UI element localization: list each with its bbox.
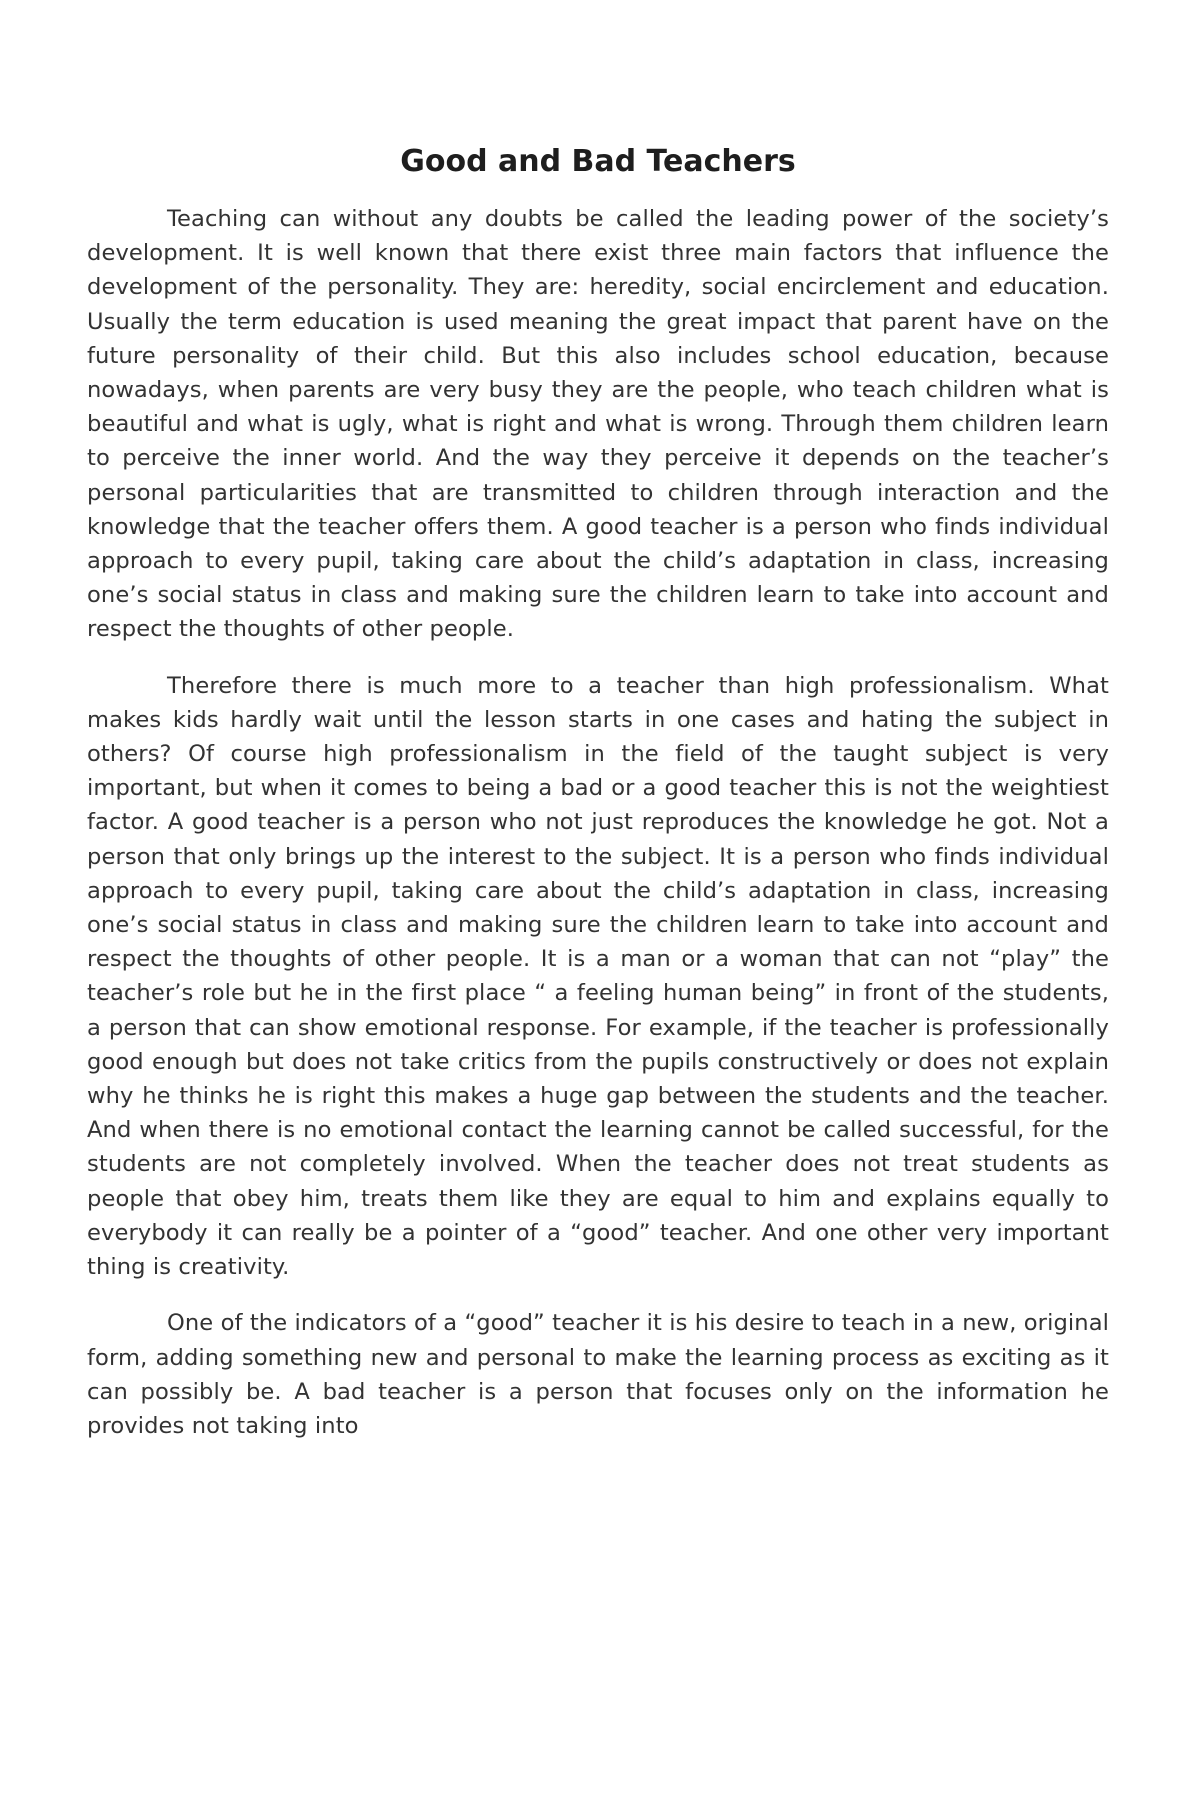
paragraph: Therefore there is much more to a teacher than high professionalism. What makes kids hardly wait until the lesson starts in one cases and hating the subject in others? Of course high professionalism in the field of the taught subject is very important, but when it comes to being a bad or a good teacher this is not the weightiest factor. A good teacher is a person who not just reproduces the knowledge he got. Not a person that only brings up the interest to the subject. It is a person who finds individual approach to every pupil, taking care about the child’s adaptation in class, increasing one’s social status in class and making sure the children learn to take into account and respect the thoughts of other people. It is a man or a woman that can not “play” the teacher’s role but he in the first place “ a feeling human being” in front of the students, a person that can show emotional response. For example, if the teacher is professionally good enough but does not take critics from the pupils constructively or does not explain why he thinks he is right this makes a huge gap between the students and the teacher. And when there is no emotional contact the learning cannot be called successful, for the students are not completely involved. When the teacher does not treat students as people that obey him, treats them like they are equal to him and explains equally to everybody it can really be a pointer of a “good” teacher. And one other very important thing is creativity. bbox=[87, 672, 1109, 1281]
document-title: Good and Bad Teachers bbox=[400, 144, 796, 179]
document-page bbox=[87, 140, 1109, 1465]
paragraph: Teaching can without any doubts be called the leading power of the society’s development. It is well known that there exist three main factors that influence the development of the personality. They are: heredity, social encirclement and education. Usually the term education is used meaning the great impact that parent have on the future personality of their child. But this also includes school education, because nowadays, when parents are very busy they are the people, who teach children what is beautiful and what is ugly, what is right and what is wrong. Through them children learn to perceive the inner world. And the way they perceive it depends on the teacher’s personal particularities that are transmitted to children through interaction and the knowledge that the teacher offers them. A good teacher is a person who finds individual approach to every pupil, taking care about the child’s adaptation in class, increasing one’s social status in class and making sure the children learn to take into account and respect the thoughts of other people. bbox=[87, 206, 1109, 643]
paragraph: One of the indicators of a “good” teacher it is his desire to teach in a new, original form, adding something new and personal to make the learning process as exciting as it can possibly be. A bad teacher is a person that focuses only on the information he provides not taking into bbox=[87, 1310, 1110, 1439]
